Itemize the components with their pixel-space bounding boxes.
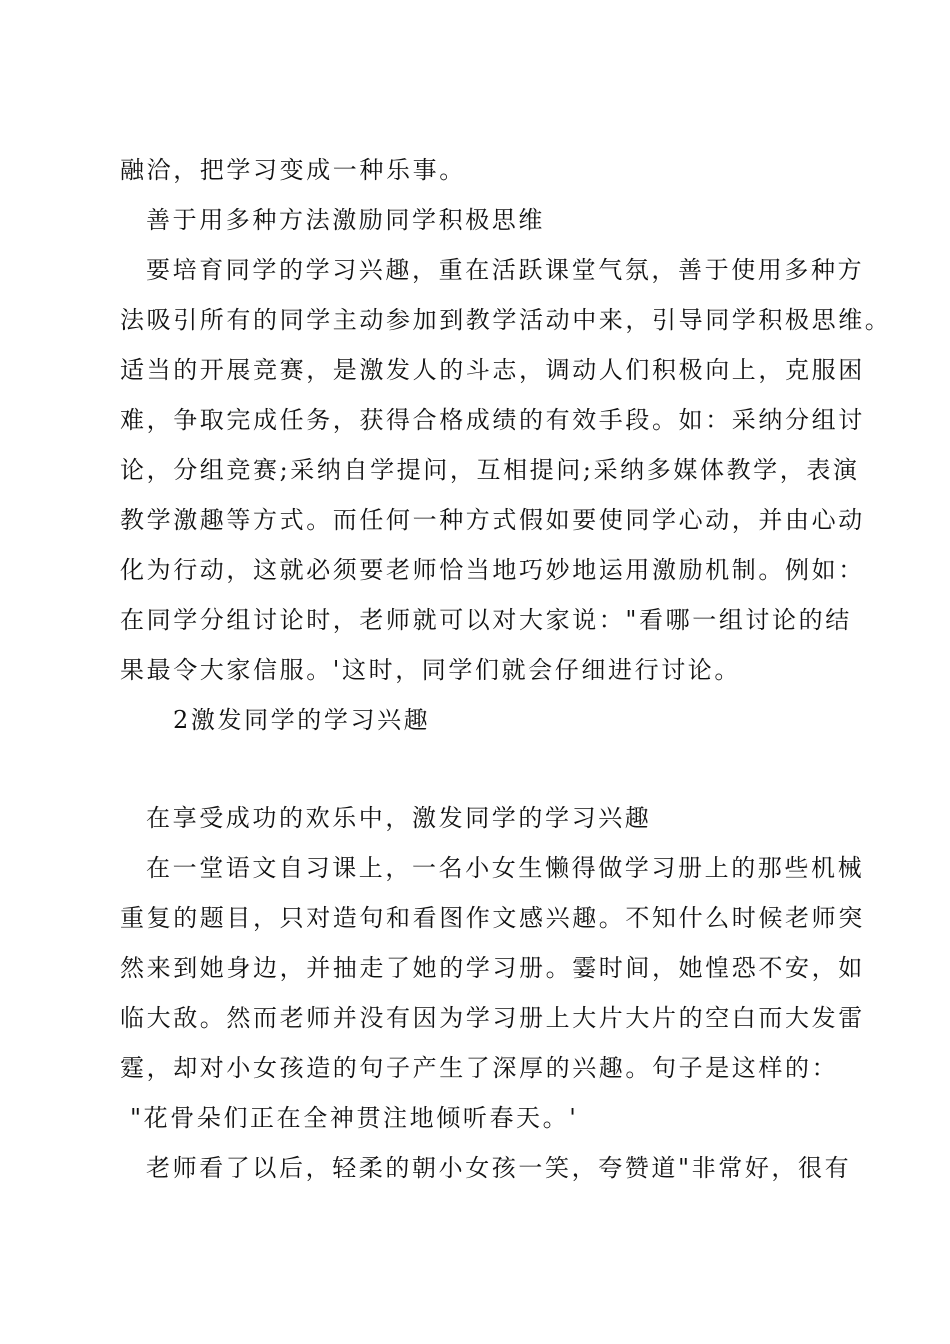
paragraph-line: 论，分组竞赛;采纳自学提问，互相提问;采纳多媒体教学，表演 — [120, 456, 860, 484]
paragraph-line: 要培育同学的学习兴趣，重在活跃课堂气氛，善于使用多种方 — [146, 256, 865, 284]
paragraph-line: 重复的题目，只对造句和看图作文感兴趣。不知什么时候老师突 — [120, 904, 865, 932]
paragraph-line: 然来到她身边，并抽走了她的学习册。霎时间，她惶恐不安，如 — [120, 954, 865, 982]
section-heading: 善于用多种方法激励同学积极思维 — [146, 206, 545, 234]
quoted-sentence: "花骨朵们正在全神贯注地倾听春天。' — [130, 1104, 579, 1132]
paragraph-line: 果最令大家信服。'这时，同学们就会仔细进行讨论。 — [120, 656, 741, 684]
paragraph-line: 临大敌。然而老师并没有因为学习册上大片大片的空白而大发雷 — [120, 1004, 865, 1032]
section-heading: 在享受成功的欢乐中，激发同学的学习兴趣 — [146, 804, 652, 832]
paragraph-line: 化为行动，这就必须要老师恰当地巧妙地运用激励机制。例如： — [120, 556, 865, 584]
section-heading: 2激发同学的学习兴趣 — [173, 706, 431, 734]
paragraph-line: 在一堂语文自习课上，一名小女生懒得做学习册上的那些机械 — [146, 854, 865, 882]
paragraph-line: 教学激趣等方式。而任何一种方式假如要使同学心动，并由心动 — [120, 506, 865, 534]
paragraph-line: 法吸引所有的同学主动参加到教学活动中来，引导同学积极思维。 — [120, 306, 892, 334]
paragraph-line: 在同学分组讨论时，老师就可以对大家说："看哪一组讨论的结 — [120, 606, 852, 634]
paragraph-line: 老师看了以后，轻柔的朝小女孩一笑，夸赞道"非常好，很有 — [146, 1154, 852, 1182]
paragraph-line: 融洽，把学习变成一种乐事。 — [120, 156, 466, 184]
paragraph-line: 难，争取完成任务，获得合格成绩的有效手段。如：采纳分组讨 — [120, 406, 865, 434]
paragraph-line: 适当的开展竞赛，是激发人的斗志，调动人们积极向上，克服困 — [120, 356, 865, 384]
paragraph-line: 霆，却对小女孩造的句子产生了深厚的兴趣。句子是这样的： — [120, 1054, 839, 1082]
